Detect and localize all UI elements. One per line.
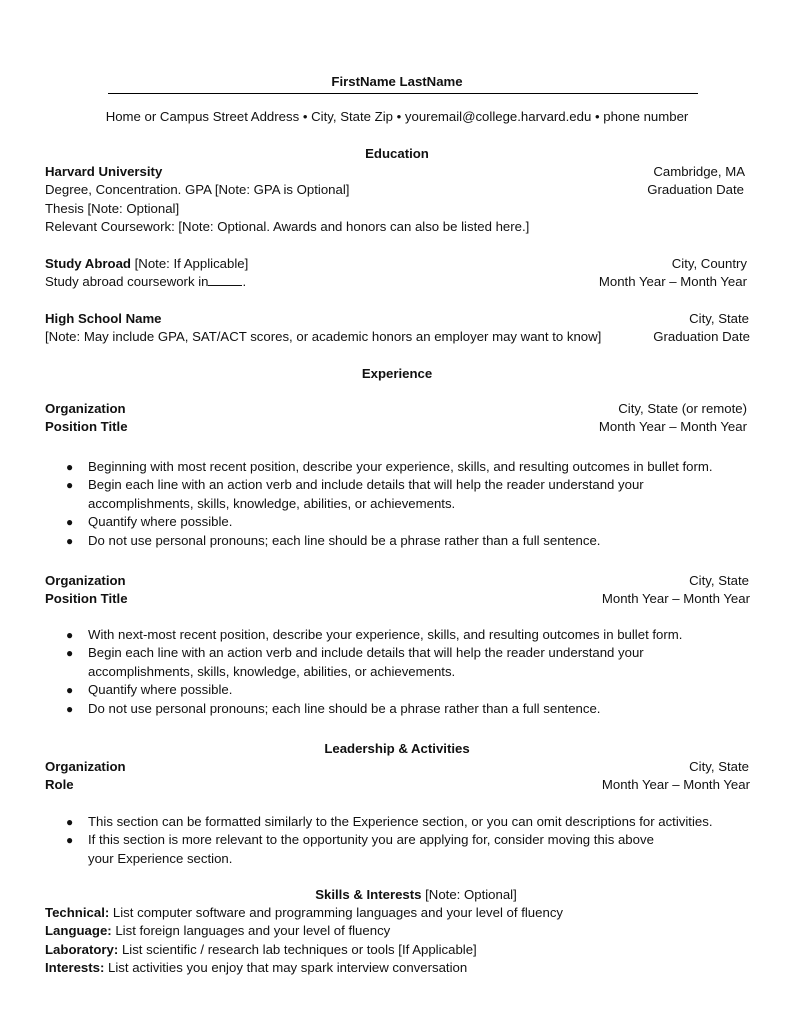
bullet-continuation [45,850,745,868]
high-school-location: City, State [689,311,749,326]
high-school-name: High School Name [45,311,162,326]
job2-bullets [45,626,745,718]
study-abroad-title: Study Abroad [45,256,131,271]
bullet-item [45,813,745,831]
skill-technical [45,904,563,922]
leadership-heading: Leadership & Activities [324,741,470,756]
skill-label: Interests: [45,960,105,975]
leadership-organization: Organization [45,759,126,774]
study-abroad-line [45,255,248,273]
study-abroad-coursework-line [45,273,246,291]
bullet-dot-icon: ● [66,628,74,642]
bullet-item [45,644,745,662]
bullet-text: Quantify where possible. [88,682,233,698]
job1-location: City, State (or remote) [618,401,747,416]
bullet-text: Begin each line with an action verb and include details that will help the reader understand your [88,645,644,661]
leadership-date: Month Year – Month Year [601,777,750,792]
bullet-dot-icon: ● [66,683,74,698]
bullet-text: With next-most recent position, describe your experience, skills, and resulting outcomes in bullet form. [88,627,683,642]
bullet-item [45,681,745,699]
bullet-dot-icon: ● [66,515,74,530]
bullet-text: Do not use personal pronouns; each line should be a phrase rather than a full sentence. [88,700,601,716]
skill-language [45,922,390,940]
skill-label: Laboratory: [45,942,119,957]
bullet-text: accomplishments, skills, knowledge, abilities, or achievements. [88,495,456,511]
skill-text: List activities you enjoy that may spark interview conversation [104,960,468,975]
job2-position: Position Title [45,591,128,606]
job2-date: Month Year – Month Year [601,591,750,606]
bullet-item [45,831,745,849]
header-divider [108,93,698,94]
skill-laboratory [45,941,477,959]
bullet-item [45,626,745,644]
harvard-coursework: Relevant Coursework: [Note: Optional. Awards and honors can also be listed here.] [45,219,530,234]
education-heading: Education [365,146,429,161]
bullet-continuation [45,663,745,681]
job2-location: City, State [689,573,749,588]
job2-organization: Organization [45,573,126,588]
job1-organization: Organization [45,401,126,416]
harvard-date: Graduation Date [647,182,744,197]
contact-line: Home or Campus Street Address • City, State Zip • youremail@college.harvard.edu • phone number [105,109,689,124]
high-school-date: Graduation Date [653,329,750,344]
experience-heading: Experience [361,366,433,381]
leadership-bullets [45,813,745,868]
study-abroad-location: City, Country [671,256,747,271]
harvard-degree: Degree, Concentration. GPA [Note: GPA is Optional] [45,182,350,197]
harvard-thesis: Thesis [Note: Optional] [45,201,180,216]
bullet-dot-icon: ● [66,478,74,493]
bullet-item [45,476,745,494]
bullet-dot-icon: ● [66,460,74,474]
study-abroad-period: . [242,274,247,289]
job1-position: Position Title [45,419,128,434]
leadership-location: City, State [689,759,749,774]
bullet-text: Beginning with most recent position, describe your experience, skills, and resulting outcomes in bullet form. [88,459,713,474]
bullet-text: This section can be formatted similarly to the Experience section, or you can omit descriptions for activities. [88,814,713,829]
bullet-continuation [45,495,745,513]
bullet-dot-icon: ● [66,646,74,661]
bullet-text: Quantify where possible. [88,514,233,530]
bullet-dot-icon: ● [66,701,74,716]
bullet-text: accomplishments, skills, knowledge, abilities, or achievements. [88,663,456,679]
job1-date: Month Year – Month Year [598,419,747,434]
study-abroad-date: Month Year – Month Year [598,274,747,289]
bullet-dot-icon: ● [66,833,74,848]
skill-label: Language: [45,923,112,938]
bullet-text: your Experience section. [88,850,233,866]
bullet-dot-icon: ● [66,815,74,829]
bullet-item [45,532,745,550]
skills-heading [19,886,794,904]
high-school-note: [Note: May include GPA, SAT/ACT scores, or academic honors an employer may want to know] [45,329,602,344]
coursework-blank [208,273,242,286]
skills-title: Skills & Interests [315,887,422,902]
bullet-dot-icon: ● [66,533,74,548]
study-abroad-note: [Note: If Applicable] [130,256,249,271]
bullet-text: Begin each line with an action verb and include details that will help the reader understand your [88,477,644,493]
study-abroad-coursework: Study abroad coursework in [45,274,209,289]
skills-title-note: [Note: Optional] [421,887,517,902]
skill-label: Technical: [45,905,110,920]
skill-text: List scientific / research lab techniques or tools [If Applicable] [118,942,477,957]
skill-text: List computer software and programming languages and your level of fluency [109,905,564,920]
leadership-role: Role [45,777,74,792]
bullet-text: If this section is more relevant to the opportunity you are applying for, consider moving this above [88,832,654,848]
bullet-item [45,700,745,718]
candidate-name: FirstName LastName [331,74,463,89]
bullet-item [45,513,745,531]
harvard-school: Harvard University [45,164,163,179]
skill-interests [45,959,467,977]
bullet-text: Do not use personal pronouns; each line should be a phrase rather than a full sentence. [88,532,601,548]
skill-text: List foreign languages and your level of fluency [111,923,391,938]
job1-bullets [45,458,745,550]
bullet-item [45,458,745,476]
harvard-location: Cambridge, MA [653,164,745,179]
